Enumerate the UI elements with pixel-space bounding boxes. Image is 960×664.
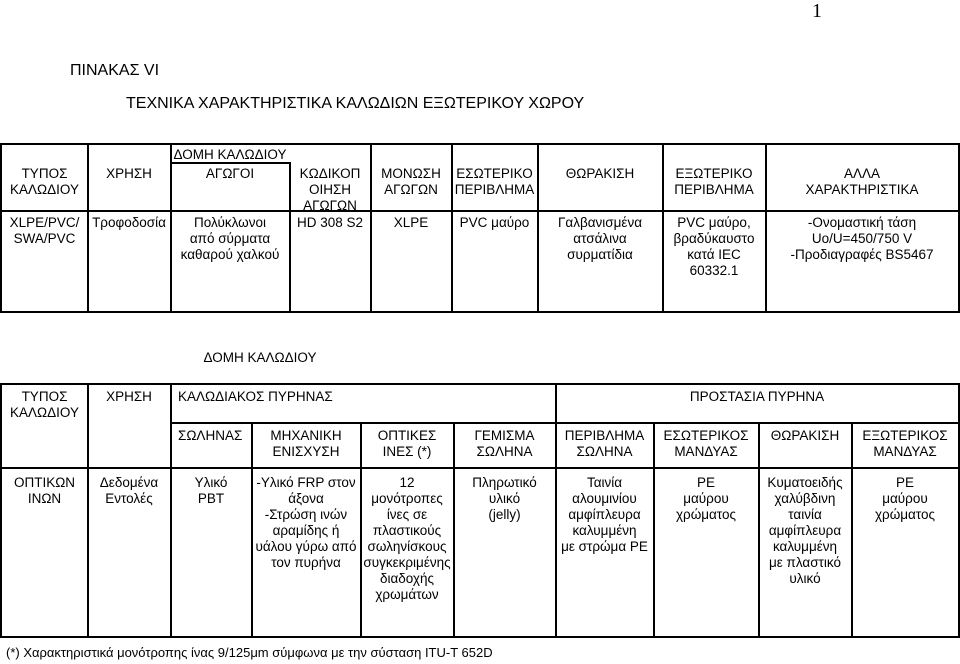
table2-header-core: ΚΑΛΩΔΙΑΚΟΣ ΠΥΡΗΝΑΣ — [178, 389, 333, 404]
table2-group-header: ΔΟΜΗ ΚΑΛΩΔΙΟΥ — [203, 350, 317, 365]
table1-cell-conductors: Πολύκλωνοι από σύρματα καθαρού χαλκού — [180, 215, 280, 262]
table2-cell-outer-jacket: PE μαύρου χρώματος — [874, 475, 936, 522]
table2-header-tube-sheath: ΠΕΡΙΒΛΗΜΑ ΣΩΛΗΝΑ — [564, 428, 645, 459]
table2-header-protection: ΠΡΟΣΤΑΣΙΑ ΠΥΡΗΝΑ — [689, 389, 825, 404]
table1-header-inner-sheath: ΕΣΩΤΕΡΙΚΟ ΠΕΡΙΒΛΗΜΑ — [454, 166, 535, 197]
table1-header-type: ΤΥΠΟΣ ΚΑΛΩΔΙΟΥ — [10, 166, 79, 197]
table1-group-header: ΔΟΜΗ ΚΑΛΩΔΙΟΥ — [173, 147, 287, 162]
table2-header-use: ΧΡΗΣΗ — [106, 389, 152, 404]
table2-cell-inner-jacket: PE μαύρου χρώματος — [675, 475, 737, 522]
table2-header-outer-jacket: ΕΞΩΤΕΡΙΚΟΣ ΜΑΝΔΥΑΣ — [862, 428, 948, 459]
table1-cell-type: XLPE/PVC/ SWA/PVC — [9, 215, 80, 246]
table2-cell-type: ΟΠΤΙΚΩΝ ΙΝΩΝ — [13, 475, 76, 506]
table1-header-conductors: ΑΓΩΓΟΙ — [205, 166, 255, 181]
table1-cell-cable-code: HD 308 S2 — [296, 215, 364, 230]
table1-header-cable-code: ΚΩΔΙΚΟΠ ΟΙΗΣΗ ΑΓΩΓΩΝ — [299, 166, 361, 213]
table1-cell-inner-sheath: PVC μαύρο — [459, 215, 530, 230]
page-number: 1 — [812, 0, 822, 22]
table1-cell-other: -Ονομαστική τάση Uo/U=450/750 V -Προδιαγραφές BS5467 — [790, 215, 934, 262]
table2-header-inner-jacket: ΕΣΩΤΕΡΙΚΟΣ ΜΑΝΔΥΑΣ — [663, 428, 749, 459]
table2-header-type: ΤΥΠΟΣ ΚΑΛΩΔΙΟΥ — [10, 389, 79, 420]
table1-header-armour: ΘΩΡΑΚΙΣΗ — [565, 166, 635, 181]
table1-header-outer-sheath: ΕΞΩΤΕΡΙΚΟ ΠΕΡΙΒΛΗΜΑ — [674, 166, 754, 197]
table2-cell-tube-sheath: Ταινία αλουμινίου αμφίπλευρα καλυμμένη με στρώμα PE — [561, 475, 648, 554]
table-title: ΠΙΝΑΚΑΣ VI — [70, 62, 160, 79]
table1-cell-use: Τροφοδοσία — [92, 215, 166, 230]
table2-cell-use: Δεδομένα Εντολές — [99, 475, 159, 506]
table2-header-reinforcement: ΜΗΧΑΝΙΚΗ ΕΝΙΣΧΥΣΗ — [270, 428, 342, 459]
table1-header-insulation: ΜΟΝΩΣΗ ΑΓΩΓΩΝ — [381, 166, 441, 197]
table2-header-tube: ΣΩΛΗΝΑΣ — [178, 428, 243, 443]
table1-cell-outer-sheath: PVC μαύρο, βραδύκαυστο κατά IEC 60332.1 — [673, 215, 755, 278]
table2-header-filling: ΓΕΜΙΣΜΑ ΣΩΛΗΝΑ — [474, 428, 535, 459]
table2-cell-tube: Υλικό PBT — [194, 475, 228, 506]
table2-cell-reinforcement: -Υλικό FRP στον άξονα -Στρώση ινών αραμίδης ή υάλου γύρω από τον πυρήνα — [255, 475, 357, 570]
table2-cell-fibers: 12 μονότροπες ίνες σε πλαστικούς σωληνίσκους συγκεκριμένης διαδοχής χρωμάτων — [363, 475, 451, 602]
table1-header-use: ΧΡΗΣΗ — [106, 166, 152, 181]
table1-cell-insulation: XLPE — [393, 215, 429, 230]
table2-cell-filling: Πληρωτικό υλικό (jelly) — [472, 475, 537, 522]
table1-cell-armour: Γαλβανισμένα ατσάλινα συρματίδια — [558, 215, 642, 262]
table-subtitle: ΤΕΧΝΙΚΑ ΧΑΡΑΚΤΗΡΙΣΤΙΚΑ ΚΑΛΩΔΙΩΝ ΕΞΩΤΕΡΙΚΟΥ ΧΩΡΟΥ — [126, 95, 585, 112]
table2-cell-armour: Κυματοειδής χαλύβδινη ταινία αμφίπλευρα καλυμμένη με πλαστικό υλικό — [767, 475, 843, 586]
table2-header-fibers: ΟΠΤΙΚΕΣ ΙΝΕΣ (*) — [377, 428, 437, 459]
table2-header-armour: ΘΩΡΑΚΙΣΗ — [770, 428, 840, 443]
table1-header-other: ΑΛΛΑ ΧΑΡΑΚΤΗΡΙΣΤΙΚΑ — [805, 166, 919, 197]
footnote: (*) Χαρακτηριστικά μονότροπης ίνας 9/125μm σύμφωνα με την σύσταση ITU-T 652D — [6, 645, 493, 660]
